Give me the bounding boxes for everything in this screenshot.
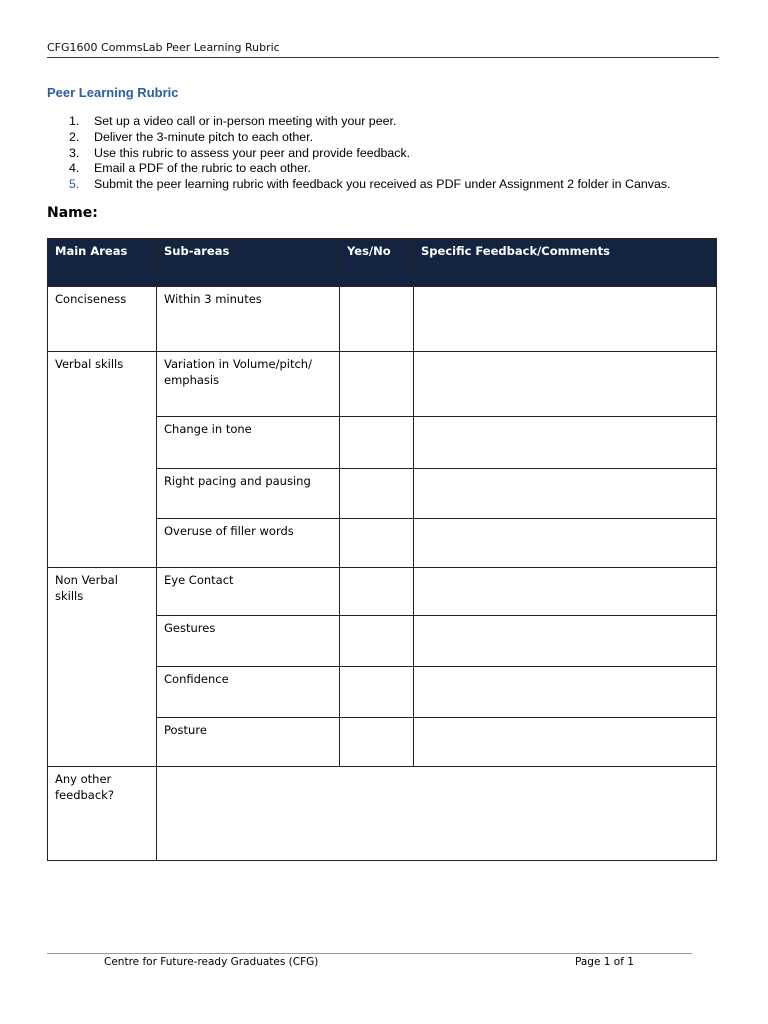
sub-area-cell: Within 3 minutes [157, 287, 340, 352]
name-label: Name: [47, 205, 98, 221]
main-area-cell: Any other feedback? [48, 767, 157, 861]
sub-area-cell: Eye Contact [157, 568, 340, 616]
table-row [48, 568, 717, 616]
sub-area-cell: Right pacing and pausing [157, 469, 340, 519]
instruction-text: Email a PDF of the rubric to each other. [94, 161, 311, 176]
instruction-number: 5. [69, 177, 80, 192]
instruction-text: Deliver the 3-minute pitch to each other. [94, 129, 314, 144]
instruction-number: 2. [69, 129, 80, 144]
instruction-item [47, 130, 670, 146]
yes-no-cell[interactable] [340, 718, 414, 767]
table-row [48, 287, 717, 352]
sub-area-cell: Overuse of filler words [157, 519, 340, 568]
document-header: CFG1600 CommsLab Peer Learning Rubric [47, 41, 280, 54]
yes-no-cell[interactable] [340, 287, 414, 352]
yes-no-cell[interactable] [340, 568, 414, 616]
instruction-number: 1. [69, 114, 80, 128]
instruction-item [47, 177, 670, 193]
yes-no-cell[interactable] [340, 469, 414, 519]
other-feedback-cell[interactable] [157, 767, 717, 861]
feedback-cell[interactable] [414, 667, 717, 718]
table-row [48, 767, 717, 861]
instruction-text: Set up a video call or in-person meeting with your peer. [94, 114, 397, 128]
feedback-cell[interactable] [414, 352, 717, 417]
footer-divider [47, 953, 692, 954]
feedback-cell[interactable] [414, 519, 717, 568]
instructions-list [47, 114, 670, 193]
main-area-cell: Verbal skills [48, 352, 157, 568]
yes-no-cell[interactable] [340, 519, 414, 568]
page-number: Page 1 of 1 [575, 956, 634, 968]
sub-area-cell: Change in tone [157, 417, 340, 469]
instruction-number: 3. [69, 145, 80, 160]
main-area-cell: Non Verbal skills [48, 568, 157, 767]
sub-area-cell: Variation in Volume/pitch/ emphasis [157, 352, 340, 417]
instruction-item [47, 114, 670, 130]
sub-area-cell: Gestures [157, 616, 340, 667]
feedback-cell[interactable] [414, 568, 717, 616]
yes-no-cell[interactable] [340, 352, 414, 417]
instruction-number: 4. [69, 161, 80, 176]
column-header-feedback: Specific Feedback/Comments [414, 239, 717, 287]
main-area-cell: Conciseness [48, 287, 157, 352]
section-title: Peer Learning Rubric [47, 85, 179, 100]
instruction-item [47, 146, 670, 162]
instruction-item [47, 161, 670, 177]
column-header-main-areas: Main Areas [48, 239, 157, 287]
feedback-cell[interactable] [414, 718, 717, 767]
table-header-row [48, 239, 717, 287]
feedback-cell[interactable] [414, 287, 717, 352]
sub-area-cell: Posture [157, 718, 340, 767]
feedback-cell[interactable] [414, 616, 717, 667]
feedback-cell[interactable] [414, 417, 717, 469]
column-header-yes-no: Yes/No [340, 239, 414, 287]
table-row [48, 352, 717, 417]
footer-organization: Centre for Future-ready Graduates (CFG) [104, 956, 319, 968]
rubric-table [47, 238, 717, 861]
yes-no-cell[interactable] [340, 417, 414, 469]
feedback-cell[interactable] [414, 469, 717, 519]
yes-no-cell[interactable] [340, 616, 414, 667]
yes-no-cell[interactable] [340, 667, 414, 718]
header-divider [47, 57, 719, 58]
sub-area-cell: Confidence [157, 667, 340, 718]
instruction-text: Use this rubric to assess your peer and provide feedback. [94, 145, 411, 160]
instruction-text: Submit the peer learning rubric with feedback you received as PDF under Assignment 2 folder in Canvas. [94, 177, 671, 192]
column-header-sub-areas: Sub-areas [157, 239, 340, 287]
